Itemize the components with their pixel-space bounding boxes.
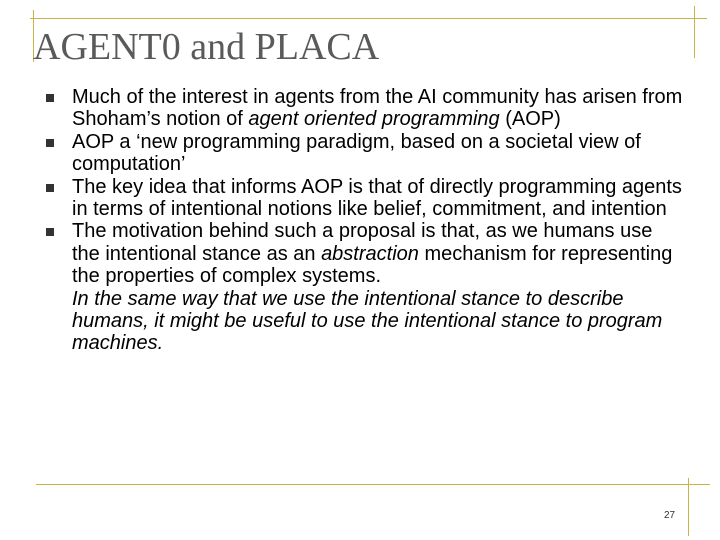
bullet-text xyxy=(72,220,684,287)
square-bullet-icon xyxy=(46,228,54,236)
bullet-text-part: The motivation behind such a proposal is that, as we humans use the intentional stance as an xyxy=(72,220,653,265)
bullet-text-part: AOP a ‘new programming paradigm, based on a societal view of computation’ xyxy=(72,130,641,176)
square-bullet-icon xyxy=(46,94,54,102)
right-rule xyxy=(694,6,695,58)
bottom-rule xyxy=(36,484,710,485)
bullet-text-part: mechanism for representing the properties of complex systems. xyxy=(72,242,673,288)
slide-title: AGENT0 and PLACA xyxy=(33,26,380,68)
bullet-text-part: Much of the interest in agents from the AI community has arisen from Shoham’s notion of xyxy=(72,86,683,131)
bullet-item-1 xyxy=(44,86,684,131)
page-number: 27 xyxy=(664,510,676,521)
bullet-text-part: (AOP) xyxy=(499,108,561,131)
bullet-text xyxy=(72,131,684,176)
top-rule xyxy=(30,18,707,19)
bullet-list xyxy=(44,86,684,355)
bullet-text xyxy=(72,86,684,131)
bullet-continuation-text: In the same way that we use the intentional stance to describe humans, it might be useful to use the intentional stance to program machines. xyxy=(72,287,663,355)
bullet-item-2 xyxy=(44,131,684,176)
bullet-text-part: The key idea that informs AOP is that of directly programming agents in terms of intentional notions like belief, commitment, and intention xyxy=(72,175,682,221)
bullet-text xyxy=(72,176,684,221)
bullet-text-emphasis: abstraction xyxy=(321,242,419,265)
square-bullet-icon xyxy=(46,184,54,192)
bottom-right-rule xyxy=(688,478,689,536)
square-bullet-icon xyxy=(46,139,54,147)
bullet-item-3 xyxy=(44,176,684,221)
bullet-text-emphasis: agent oriented programming xyxy=(248,108,500,131)
bullet-item-4 xyxy=(44,220,684,354)
